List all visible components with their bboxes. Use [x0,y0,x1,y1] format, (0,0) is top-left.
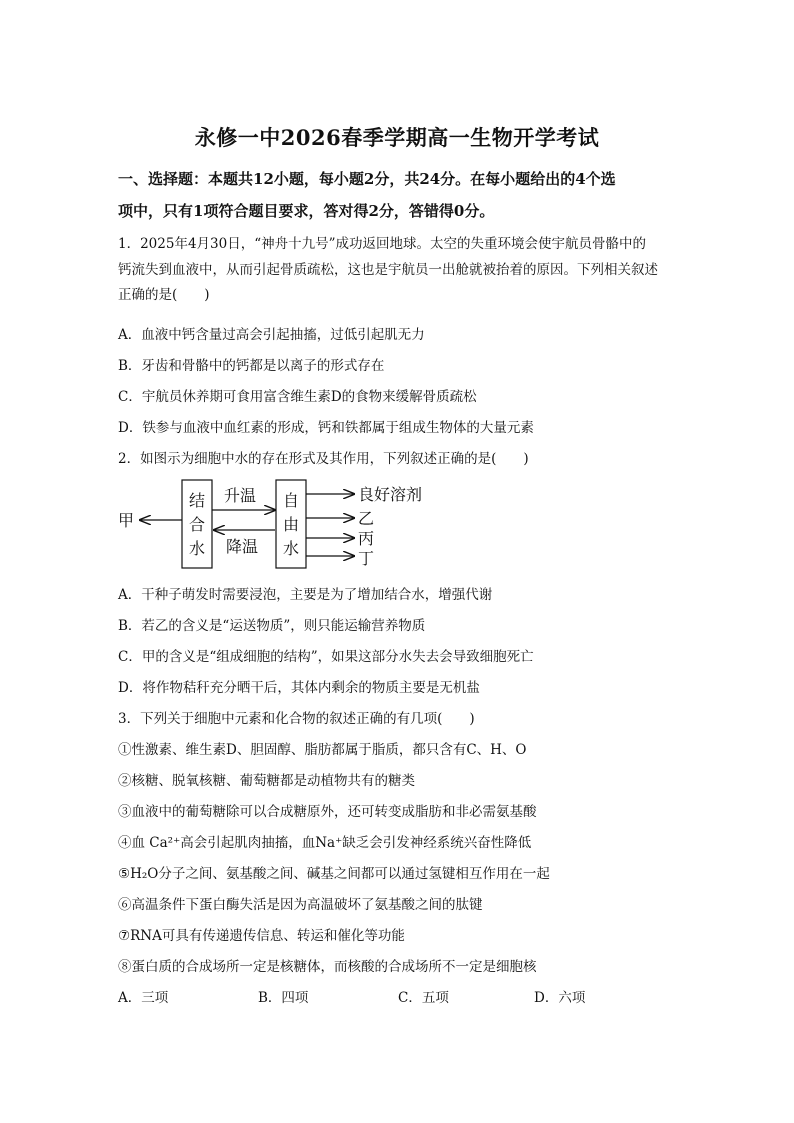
q3-item-5: ⑤H₂O分子之间、氨基酸之间、碱基之间都可以通过氢键相互作用在一起 [118,866,550,882]
output-label-1: 良好溶剂 [358,485,423,504]
q3-item-3: ③血液中的葡萄糖除可以合成糖原外，还可转变成脂肪和非必需氨基酸 [118,804,537,820]
label-cooling: 降温 [226,537,259,556]
q2-option-a: A．干种子萌发时需要浸泡，主要是为了增加结合水，增强代谢 [118,587,493,603]
label-jia: 甲 [118,511,135,530]
output-label-3: 丙 [358,529,375,548]
q3-option-d: D．六项 [534,990,586,1006]
q3-item-8: ⑧蛋白质的合成场所一定是核糖体，而核酸的合成场所不一定是细胞核 [118,959,537,975]
box2-char-2: 由 [283,515,300,534]
box1-char-1: 结 [189,491,206,510]
q3-item-6: ⑥高温条件下蛋白酶失活是因为高温破坏了氨基酸之间的肽键 [118,897,483,913]
q1-option-c: C．宇航员休养期可食用富含维生素D的食物来缓解骨质疏松 [118,389,477,405]
q1-option-a: A．血液中钙含量过高会引起抽搐，过低引起肌无力 [118,327,425,343]
box1-char-2: 合 [189,515,206,534]
water-forms-diagram [118,474,448,574]
q1-stem-line-3: 正确的是( ) [118,287,210,303]
q1-stem-line-2: 钙流失到血液中，从而引起骨质疏松，这也是宇航员一出舱就被抬着的原因。下列相关叙述 [118,262,658,278]
box1-char-3: 水 [189,539,206,558]
q1-stem-line-1: 1．2025年4月30日，“神舟十九号”成功返回地球。太空的失重环境会使宇航员骨骼中的 [118,236,647,252]
q2-stem: 2．如图示为细胞中水的存在形式及其作用，下列叙述正确的是( ) [118,451,529,467]
q3-option-b: B．四项 [258,990,309,1006]
q2-option-b: B．若乙的含义是“运送物质”，则只能运输营养物质 [118,618,426,634]
q3-item-2: ②核糖、脱氧核糖、葡萄糖都是动植物共有的糖类 [118,773,415,789]
output-label-2: 乙 [358,509,375,528]
q2-option-d: D．将作物秸秆充分晒干后，其体内剩余的物质主要是无机盐 [118,680,480,696]
q3-item-4: ④血 Ca²⁺高会引起肌肉抽搐，血Na⁺缺乏会引发神经系统兴奋性降低 [118,835,532,851]
q1-option-d: D．铁参与血液中血红素的形成，钙和铁都属于组成生物体的大量元素 [118,420,534,436]
q3-item-1: ①性激素、维生素D、胆固醇、脂肪都属于脂质，都只含有C、H、O [118,742,527,758]
box2-char-1: 自 [283,491,300,510]
output-label-4: 丁 [358,549,375,568]
q1-option-b: B．牙齿和骨骼中的钙都是以离子的形式存在 [118,358,385,374]
q3-stem: 3．下列关于细胞中元素和化合物的叙述正确的有几项( ) [118,711,475,727]
label-heating: 升温 [224,486,257,505]
q2-option-c: C．甲的含义是“组成细胞的结构”，如果这部分水失去会导致细胞死亡 [118,649,534,665]
section-heading-line-2: 项中，只有1项符合题目要求，答对得2分，答错得0分。 [118,202,495,220]
page-title: 永修一中2026春季学期高一生物开学考试 [194,125,600,150]
section-heading-line-1: 一、选择题：本题共12小题，每小题2分，共24分。在每小题给出的4个选 [118,170,616,188]
q3-option-c: C．五项 [398,990,449,1006]
q3-option-a: A．三项 [118,990,169,1006]
water-forms-svg [118,474,448,574]
q3-item-7: ⑦RNA可具有传递遗传信息、转运和催化等功能 [118,928,405,944]
box2-char-3: 水 [283,539,300,558]
